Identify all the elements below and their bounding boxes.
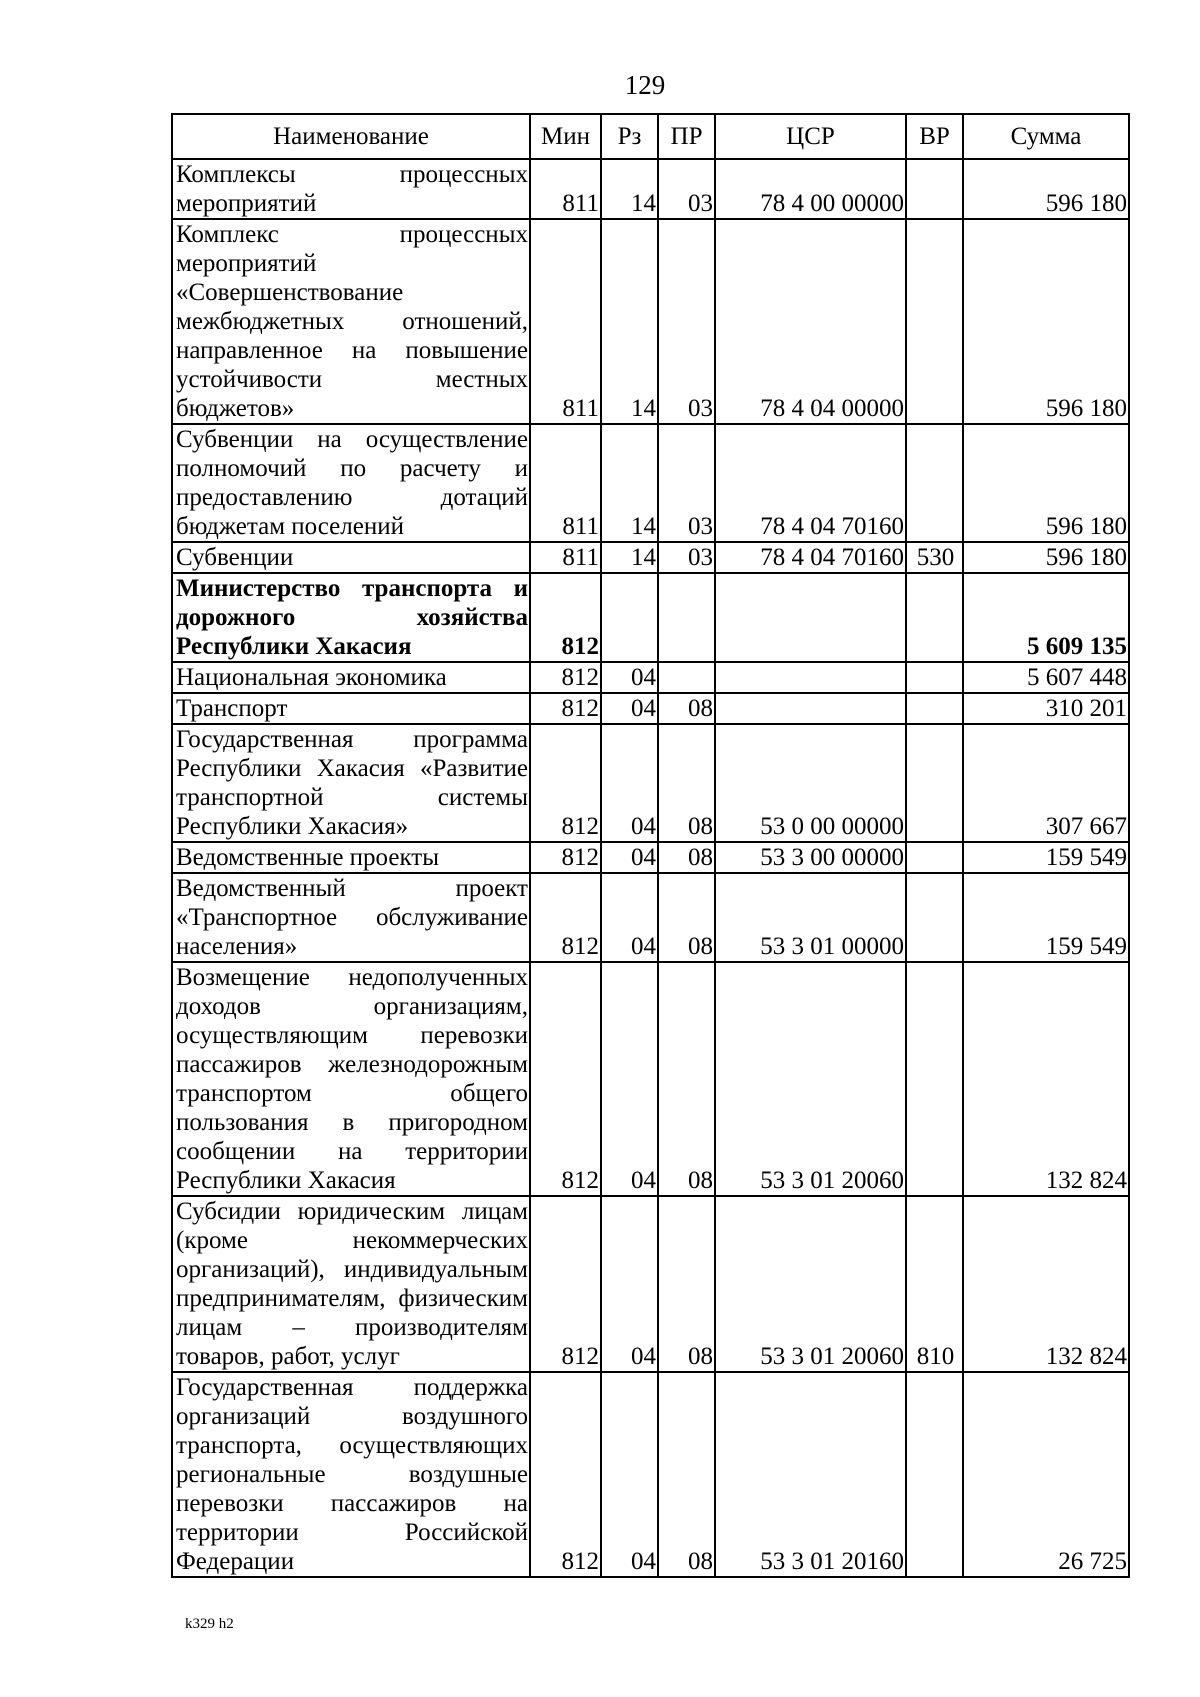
cell-rz: 04 — [601, 842, 658, 873]
cell-sum: 159 549 — [963, 873, 1129, 962]
cell-vr — [906, 693, 963, 724]
header-pr: ПР — [658, 114, 715, 159]
table-row — [172, 424, 1129, 542]
cell-name: Государственная программа Республики Хакасия «Развитие транспортной системы Республики Хакасия» — [172, 724, 530, 842]
cell-rz: 04 — [601, 873, 658, 962]
cell-min: 812 — [530, 1372, 601, 1577]
cell-name: Комплекс процессных мероприятий «Совершенствование межбюджетных отношений, направленное на повышение устойчивости местных бюджетов» — [172, 219, 530, 424]
cell-pr — [658, 573, 715, 662]
table-row — [172, 662, 1129, 693]
cell-sum: 596 180 — [963, 542, 1129, 573]
cell-name: Ведомственные проекты — [172, 842, 530, 873]
table-row — [172, 724, 1129, 842]
cell-pr: 03 — [658, 159, 715, 219]
cell-csr: 53 3 01 20060 — [715, 1196, 906, 1372]
cell-rz: 04 — [601, 662, 658, 693]
header-name: Наименование — [172, 114, 530, 159]
cell-pr: 03 — [658, 424, 715, 542]
cell-pr: 08 — [658, 724, 715, 842]
cell-min: 812 — [530, 842, 601, 873]
table-row — [172, 573, 1129, 662]
cell-min: 812 — [530, 1196, 601, 1372]
cell-name: Комплексы процессных мероприятий — [172, 159, 530, 219]
cell-csr: 53 3 01 00000 — [715, 873, 906, 962]
cell-csr: 53 3 00 00000 — [715, 842, 906, 873]
cell-sum: 132 824 — [963, 962, 1129, 1196]
cell-rz: 04 — [601, 1372, 658, 1577]
cell-min: 812 — [530, 662, 601, 693]
cell-min: 811 — [530, 424, 601, 542]
cell-name: Транспорт — [172, 693, 530, 724]
cell-name: Возмещение недополученных доходов организациям, осуществляющим перевозки пассажиров железнодорожным транспортом общего пользования в пригородном сообщении на территории Республики Хакасия — [172, 962, 530, 1196]
cell-sum: 5 607 448 — [963, 662, 1129, 693]
cell-pr: 08 — [658, 962, 715, 1196]
cell-min: 812 — [530, 693, 601, 724]
cell-vr — [906, 424, 963, 542]
cell-vr — [906, 842, 963, 873]
cell-csr — [715, 573, 906, 662]
table-row — [172, 159, 1129, 219]
cell-sum: 5 609 135 — [963, 573, 1129, 662]
header-sum: Сумма — [963, 114, 1129, 159]
cell-vr — [906, 662, 963, 693]
cell-sum: 596 180 — [963, 219, 1129, 424]
cell-min: 811 — [530, 219, 601, 424]
cell-sum: 310 201 — [963, 693, 1129, 724]
cell-vr — [906, 962, 963, 1196]
table-row — [172, 962, 1129, 1196]
cell-min: 811 — [530, 542, 601, 573]
table-header-row — [172, 114, 1129, 159]
cell-csr: 53 3 01 20060 — [715, 962, 906, 1196]
table-row — [172, 842, 1129, 873]
cell-rz: 04 — [601, 962, 658, 1196]
cell-rz — [601, 573, 658, 662]
cell-min: 811 — [530, 159, 601, 219]
cell-vr — [906, 159, 963, 219]
cell-sum: 596 180 — [963, 159, 1129, 219]
cell-rz: 04 — [601, 1196, 658, 1372]
cell-pr — [658, 662, 715, 693]
cell-vr — [906, 1372, 963, 1577]
cell-sum: 132 824 — [963, 1196, 1129, 1372]
cell-csr: 78 4 04 00000 — [715, 219, 906, 424]
cell-sum: 159 549 — [963, 842, 1129, 873]
cell-rz: 14 — [601, 219, 658, 424]
cell-name: Субвенции — [172, 542, 530, 573]
cell-pr: 03 — [658, 219, 715, 424]
cell-vr — [906, 724, 963, 842]
cell-name: Министерство транспорта и дорожного хозяйства Республики Хакасия — [172, 573, 530, 662]
cell-rz: 14 — [601, 424, 658, 542]
cell-min: 812 — [530, 573, 601, 662]
cell-csr: 78 4 04 70160 — [715, 424, 906, 542]
cell-name: Субвенции на осуществление полномочий по расчету и предоставлению дотаций бюджетам поселений — [172, 424, 530, 542]
header-vr: ВР — [906, 114, 963, 159]
cell-sum: 596 180 — [963, 424, 1129, 542]
cell-pr: 08 — [658, 873, 715, 962]
page-number: 129 — [624, 70, 666, 100]
cell-rz: 14 — [601, 159, 658, 219]
table-row — [172, 873, 1129, 962]
cell-pr: 08 — [658, 842, 715, 873]
cell-rz: 14 — [601, 542, 658, 573]
cell-name: Ведомственный проект «Транспортное обслуживание населения» — [172, 873, 530, 962]
header-rz: Рз — [601, 114, 658, 159]
header-csr: ЦСР — [715, 114, 906, 159]
cell-csr: 78 4 00 00000 — [715, 159, 906, 219]
cell-name: Национальная экономика — [172, 662, 530, 693]
cell-rz: 04 — [601, 693, 658, 724]
cell-pr: 08 — [658, 693, 715, 724]
cell-name: Государственная поддержка организаций воздушного транспорта, осуществляющих региональные воздушные перевозки пассажиров на территории Российской Федерации — [172, 1372, 530, 1577]
cell-pr: 03 — [658, 542, 715, 573]
cell-min: 812 — [530, 873, 601, 962]
cell-min: 812 — [530, 724, 601, 842]
cell-csr — [715, 662, 906, 693]
footer-code: k329 h2 — [185, 1616, 234, 1632]
budget-table — [171, 113, 1130, 1578]
cell-pr: 08 — [658, 1196, 715, 1372]
cell-vr: 530 — [906, 542, 963, 573]
cell-csr: 78 4 04 70160 — [715, 542, 906, 573]
table-row — [172, 1372, 1129, 1577]
cell-min: 812 — [530, 962, 601, 1196]
cell-sum: 307 667 — [963, 724, 1129, 842]
cell-vr — [906, 573, 963, 662]
cell-pr: 08 — [658, 1372, 715, 1577]
cell-vr — [906, 873, 963, 962]
table-body — [172, 159, 1129, 1577]
cell-vr: 810 — [906, 1196, 963, 1372]
cell-vr — [906, 219, 963, 424]
cell-csr — [715, 693, 906, 724]
table-row — [172, 542, 1129, 573]
table-row — [172, 1196, 1129, 1372]
cell-rz: 04 — [601, 724, 658, 842]
cell-name: Субсидии юридическим лицам (кроме некоммерческих организаций), индивидуальным предпринимателям, физическим лицам – производителям товаров, работ, услуг — [172, 1196, 530, 1372]
cell-sum: 26 725 — [963, 1372, 1129, 1577]
cell-csr: 53 3 01 20160 — [715, 1372, 906, 1577]
table-row — [172, 219, 1129, 424]
cell-csr: 53 0 00 00000 — [715, 724, 906, 842]
header-min: Мин — [530, 114, 601, 159]
table-row — [172, 693, 1129, 724]
